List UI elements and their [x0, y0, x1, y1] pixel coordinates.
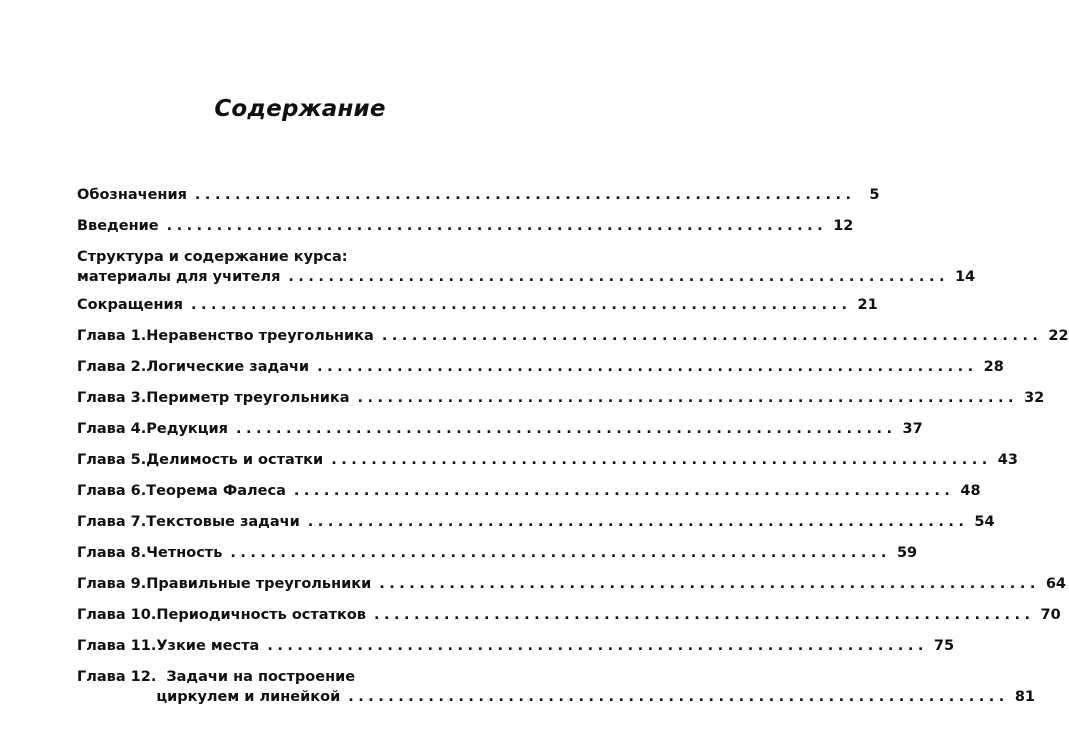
toc-page-number: 37: [902, 421, 923, 437]
toc-entry-chapter-6: [77, 481, 981, 501]
toc-entry-chapter-10: [77, 605, 1061, 625]
toc-page-number: 75: [933, 638, 955, 654]
dot-leader: ..................................................................: [348, 689, 1009, 705]
toc-entry-label: Неравенство треугольника: [146, 328, 374, 344]
toc-entry-label: Теорема Фалеса: [146, 483, 286, 499]
toc-entry-label: Текстовые задачи: [146, 514, 300, 530]
chapter-number: Глава 7.: [77, 514, 147, 530]
dot-leader: ..................................................................: [379, 576, 1040, 592]
dot-leader: ..................................................................: [230, 545, 891, 561]
toc-page-number: 81: [1014, 689, 1035, 705]
toc-entry-label: Четность: [146, 545, 223, 561]
chapter-number: Глава 3.: [77, 390, 147, 406]
toc-page-number: 21: [857, 297, 878, 313]
toc-page-number: 32: [1024, 390, 1045, 406]
toc-entry-label: Правильные треугольники: [146, 576, 372, 592]
dot-leader: ..................................................................: [317, 359, 978, 375]
dot-leader: ..................................................................: [288, 269, 949, 285]
table-of-contents: [77, 185, 1069, 715]
toc-entry-chapter-4: [77, 419, 923, 439]
dot-leader: ..................................................................: [307, 514, 969, 530]
toc-entry-label: Сокращения: [77, 297, 183, 313]
chapter-number: Глава 8.: [77, 545, 147, 561]
chapter-number: Глава 9.: [77, 576, 147, 592]
chapter-number: Глава 12.: [77, 669, 157, 685]
toc-entry-chapter-11: [77, 636, 955, 656]
toc-entry-label: Редукция: [146, 421, 228, 437]
toc-entry-label: Периодичность остатков: [156, 607, 366, 623]
toc-page-number: 43: [997, 452, 1018, 468]
toc-page-number: 48: [960, 483, 981, 499]
dot-leader: ..................................................................: [373, 607, 1035, 623]
toc-page-number: 59: [896, 545, 918, 561]
chapter-number: Глава 4.: [77, 421, 147, 437]
toc-page-number: 54: [974, 514, 995, 530]
toc-page-number: 12: [833, 218, 854, 234]
toc-entry-label-line1: Задачи на построение: [166, 669, 356, 685]
toc-entry-notation: [77, 185, 880, 205]
toc-entry-label: Логические задачи: [146, 359, 310, 375]
dot-leader: ..................................................................: [267, 638, 928, 654]
toc-entry-chapter-3: [77, 388, 1045, 408]
chapter-number: Глава 10.: [77, 607, 157, 623]
toc-page-number: 70: [1040, 607, 1061, 623]
dot-leader: ..................................................................: [190, 297, 852, 313]
dot-leader: ..................................................................: [194, 187, 856, 203]
toc-entry-label: Периметр треугольника: [146, 390, 350, 406]
page-title: Содержание: [214, 96, 386, 122]
toc-entry-label: Делимость и остатки: [146, 452, 324, 468]
toc-entry-chapter-1: [77, 326, 1069, 346]
toc-entry-chapter-12: [77, 667, 1035, 707]
toc-entry-label: материалы для учителя: [77, 269, 281, 285]
toc-page-number: 22: [1048, 328, 1069, 344]
toc-entry-label: циркулем и линейкой: [156, 689, 341, 705]
dot-leader: ..................................................................: [381, 328, 1043, 344]
chapter-number: Глава 1.: [77, 328, 147, 344]
toc-page-number: 64: [1045, 576, 1067, 592]
dot-leader: ..................................................................: [166, 218, 828, 234]
chapter-number: Глава 6.: [77, 483, 147, 499]
toc-page-number: 5: [869, 187, 880, 203]
toc-entry-label-line1: Структура и содержание курса:: [77, 249, 348, 265]
toc-page-number: 14: [954, 269, 976, 285]
toc-page-number: 28: [983, 359, 1004, 375]
toc-entry-chapter-7: [77, 512, 995, 532]
toc-entry-label: Узкие места: [156, 638, 260, 654]
toc-entry-label: Введение: [77, 218, 159, 234]
chapter-number: Глава 11.: [77, 638, 157, 654]
toc-entry-chapter-5: [77, 450, 1018, 470]
dot-leader: ..................................................................: [357, 390, 1019, 406]
toc-entry-abbreviations: [77, 295, 878, 315]
dot-leader: ..................................................................: [331, 452, 992, 468]
dot-leader: ..................................................................: [293, 483, 955, 499]
chapter-number: Глава 2.: [77, 359, 147, 375]
toc-entry-introduction: [77, 216, 854, 236]
chapter-number: Глава 5.: [77, 452, 147, 468]
toc-entry-course-structure: [77, 247, 976, 287]
dot-leader: ..................................................................: [235, 421, 897, 437]
toc-entry-chapter-2: [77, 357, 1004, 377]
toc-entry-chapter-9: [77, 574, 1067, 594]
toc-entry-label: Обозначения: [77, 187, 187, 203]
toc-entry-chapter-8: [77, 543, 918, 563]
